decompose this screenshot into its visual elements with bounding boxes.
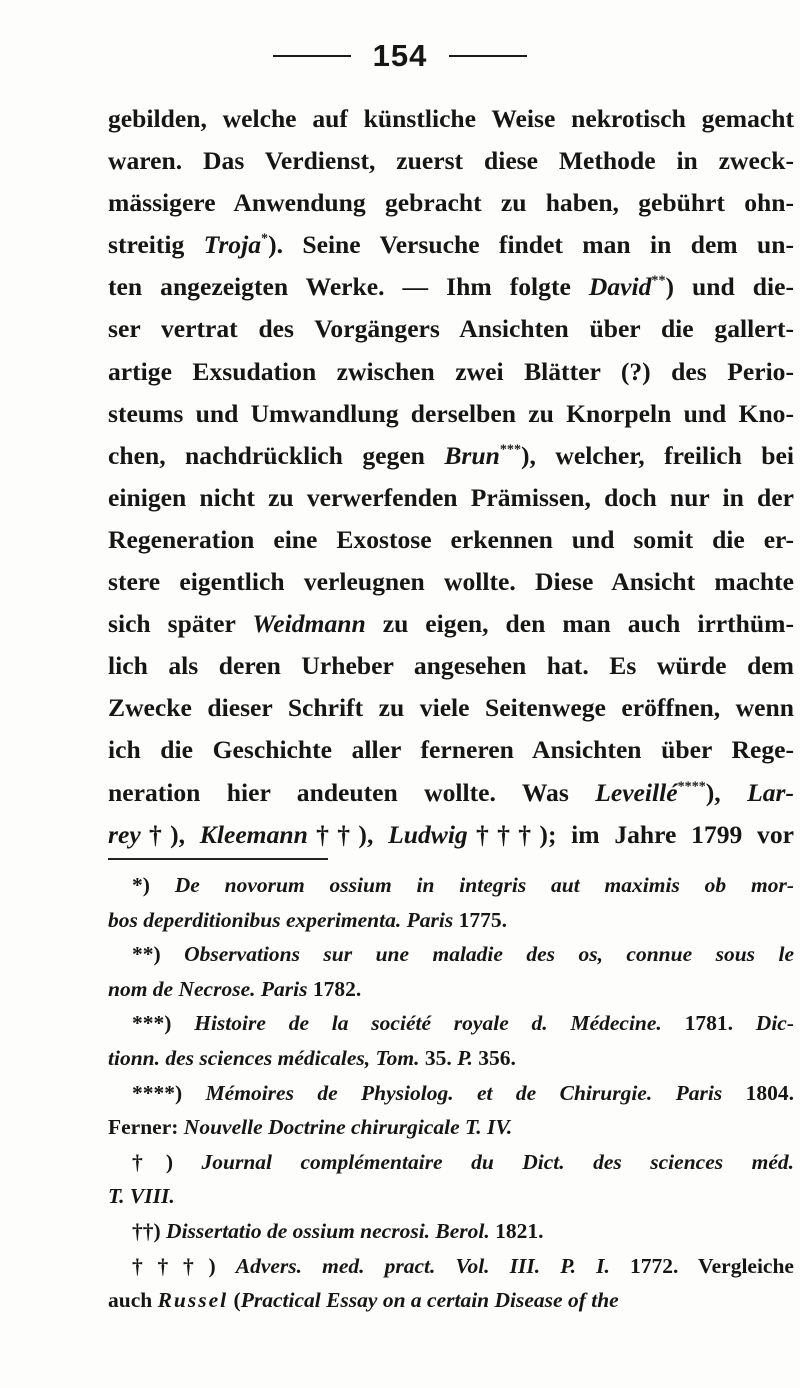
footnote-line (108, 903, 794, 938)
text-run: Zwecke dieser Schrift zu viele Seitenwege eröffnen, wenn (108, 693, 794, 723)
text-run: †††); im Jahre 1799 vor (467, 819, 795, 849)
text-run: 356. (472, 1045, 516, 1070)
text-run: gebilden, welche auf künstliche Weise nekrotisch gemacht (108, 104, 794, 133)
text-run: ), welcher, freilich bei (520, 440, 794, 470)
italic-run: Ludwig (388, 819, 468, 849)
footnote-line (108, 1006, 794, 1041)
text-line (108, 687, 794, 729)
text-run: ) und die- (665, 272, 795, 302)
text-line (108, 519, 794, 561)
text-line (108, 140, 794, 182)
spaced-name: Russel (157, 1288, 229, 1313)
text-line (108, 477, 794, 519)
italic-run: Observations sur une maladie des os, connue sous le (184, 942, 794, 967)
italic-run: T. VIII. (108, 1184, 175, 1209)
text-run: 1782. (307, 976, 362, 1001)
footnote (108, 1145, 794, 1214)
italic-run: Troja (203, 230, 262, 260)
footnote (108, 1076, 794, 1145)
text-run: 35. (419, 1045, 458, 1070)
footnote-marker: ** (651, 272, 666, 289)
text-run: **) (132, 942, 185, 967)
footnote-line (108, 1145, 794, 1180)
text-run: waren. Das Verdienst, zuerst diese Methode in zweck- (108, 146, 794, 176)
text-run: chen, nachdrücklich gegen (108, 440, 445, 470)
italic-run: Weidmann (252, 609, 366, 639)
text-run: †) (132, 1149, 202, 1174)
text-line (108, 393, 794, 435)
italic-run: Nouvelle Doctrine chirurgicale T. IV. (183, 1115, 513, 1140)
text-run: stere eigentlich verleugnen wollte. Diese Ansicht machte (108, 567, 794, 597)
footnote-line (108, 1283, 794, 1318)
text-run: 1781. (661, 1011, 756, 1036)
footnote-line (108, 868, 794, 903)
footnote-line (108, 1076, 794, 1111)
text-run: ***) (132, 1011, 195, 1036)
italic-run: David (588, 272, 652, 302)
page-number: 154 (372, 38, 428, 73)
text-run: ††) (132, 1218, 167, 1243)
text-run: ). Seine Versuche findet man in dem un- (268, 230, 794, 260)
text-run: †††) (132, 1253, 236, 1278)
text-run: ten angezeigten Werke. — Ihm folgte (108, 272, 589, 302)
text-run: steums und Umwandlung derselben zu Knorpeln und Kno- (108, 398, 794, 428)
italic-run: Histoire de la société royale d. Médecine. (194, 1011, 662, 1036)
text-run: einigen nicht zu verwerfenden Prämissen, doch nur in der (108, 482, 794, 512)
italic-run: Brun (444, 440, 500, 470)
text-line (108, 308, 794, 350)
text-run: auch (108, 1288, 158, 1313)
text-line (108, 814, 794, 856)
text-run: ( (228, 1288, 241, 1313)
header-rule-left (273, 55, 351, 57)
text-line (108, 224, 794, 266)
text-line (108, 351, 794, 393)
text-run: neration hier andeuten wollte. Was (108, 777, 596, 807)
footnote-line (108, 1249, 794, 1284)
footnote-line (108, 937, 794, 972)
text-run: zu eigen, den man auch irrthüm- (365, 609, 794, 639)
footnote-line (108, 1041, 794, 1076)
footnote (108, 1214, 794, 1249)
text-line (108, 603, 794, 645)
main-text (108, 98, 794, 856)
text-line (108, 729, 794, 771)
text-run: 1804. (722, 1080, 794, 1105)
italic-run: tionn. des sciences médicales, Tom. (108, 1045, 420, 1070)
text-run: mässigere Anwendung gebracht zu haben, gebührt ohn- (108, 188, 794, 218)
text-run: ****) (132, 1080, 206, 1105)
text-line (108, 182, 794, 224)
footnote (108, 1249, 794, 1318)
italic-run: P. (457, 1045, 473, 1070)
footnote-line (108, 972, 794, 1007)
text-line (108, 645, 794, 687)
text-run: ), (705, 777, 748, 807)
header-rule-right (449, 55, 527, 57)
footnote (108, 937, 794, 1006)
footnote-line (108, 1110, 794, 1145)
footnote-marker: *** (499, 441, 521, 458)
text-run: Regeneration eine Exostose erkennen und somit die er- (108, 524, 794, 554)
text-run: ser vertrat des Vorgängers Ansichten über die gallert- (108, 314, 794, 344)
text-run: 1772. Vergleiche (609, 1253, 794, 1278)
footnote-line (108, 1179, 794, 1214)
text-run: sich später (108, 609, 253, 639)
text-run: †), (140, 819, 200, 849)
footnote (108, 868, 794, 937)
italic-run: Advers. med. pract. Vol. III. P. I. (235, 1253, 610, 1278)
text-run: *) (132, 873, 175, 897)
text-run: lich als deren Urheber angesehen hat. Es würde dem (108, 651, 794, 681)
text-run: 1821. (489, 1218, 544, 1243)
italic-run: Leveillé (595, 777, 678, 807)
footnote-line (108, 1214, 794, 1249)
text-run: 1775. (453, 907, 507, 932)
italic-run: Lar- (747, 777, 794, 807)
italic-run: Dic- (755, 1011, 794, 1036)
italic-run: bos deperditionibus experimenta. Paris (108, 907, 454, 932)
text-run: ††), (307, 819, 389, 849)
footnote (108, 1006, 794, 1075)
text-run: streitig (108, 230, 204, 260)
italic-run: nom de Necrose. Paris (108, 976, 308, 1001)
italic-run: Mémoires de Physiolog. et de Chirurgie. Paris (205, 1080, 723, 1105)
text-run: artige Exsudation zwischen zwei Blätter (?) des Perio- (108, 356, 794, 386)
page-header (0, 36, 800, 76)
italic-run: Dissertatio de ossium necrosi. Berol. (166, 1218, 490, 1243)
footnotes (108, 868, 794, 1318)
text-run: ich die Geschichte aller ferneren Ansichten über Rege- (108, 735, 794, 765)
text-line (108, 98, 794, 140)
italic-run: Practical Essay on a certain Disease of the (240, 1288, 619, 1313)
italic-run: De novorum ossium in integris aut maximis ob mor- (174, 873, 794, 897)
text-line (108, 561, 794, 603)
text-line (108, 435, 794, 477)
italic-run: Journal complémentaire du Dict. des sciences méd. (201, 1149, 794, 1174)
text-line (108, 266, 794, 308)
italic-run: rey (108, 819, 141, 849)
footnote-separator (108, 858, 328, 860)
footnote-marker: **** (677, 777, 706, 794)
italic-run: Kleemann (199, 819, 308, 849)
text-run: Ferner: (108, 1115, 184, 1140)
footnote-marker: * (261, 230, 269, 247)
text-line (108, 772, 794, 814)
